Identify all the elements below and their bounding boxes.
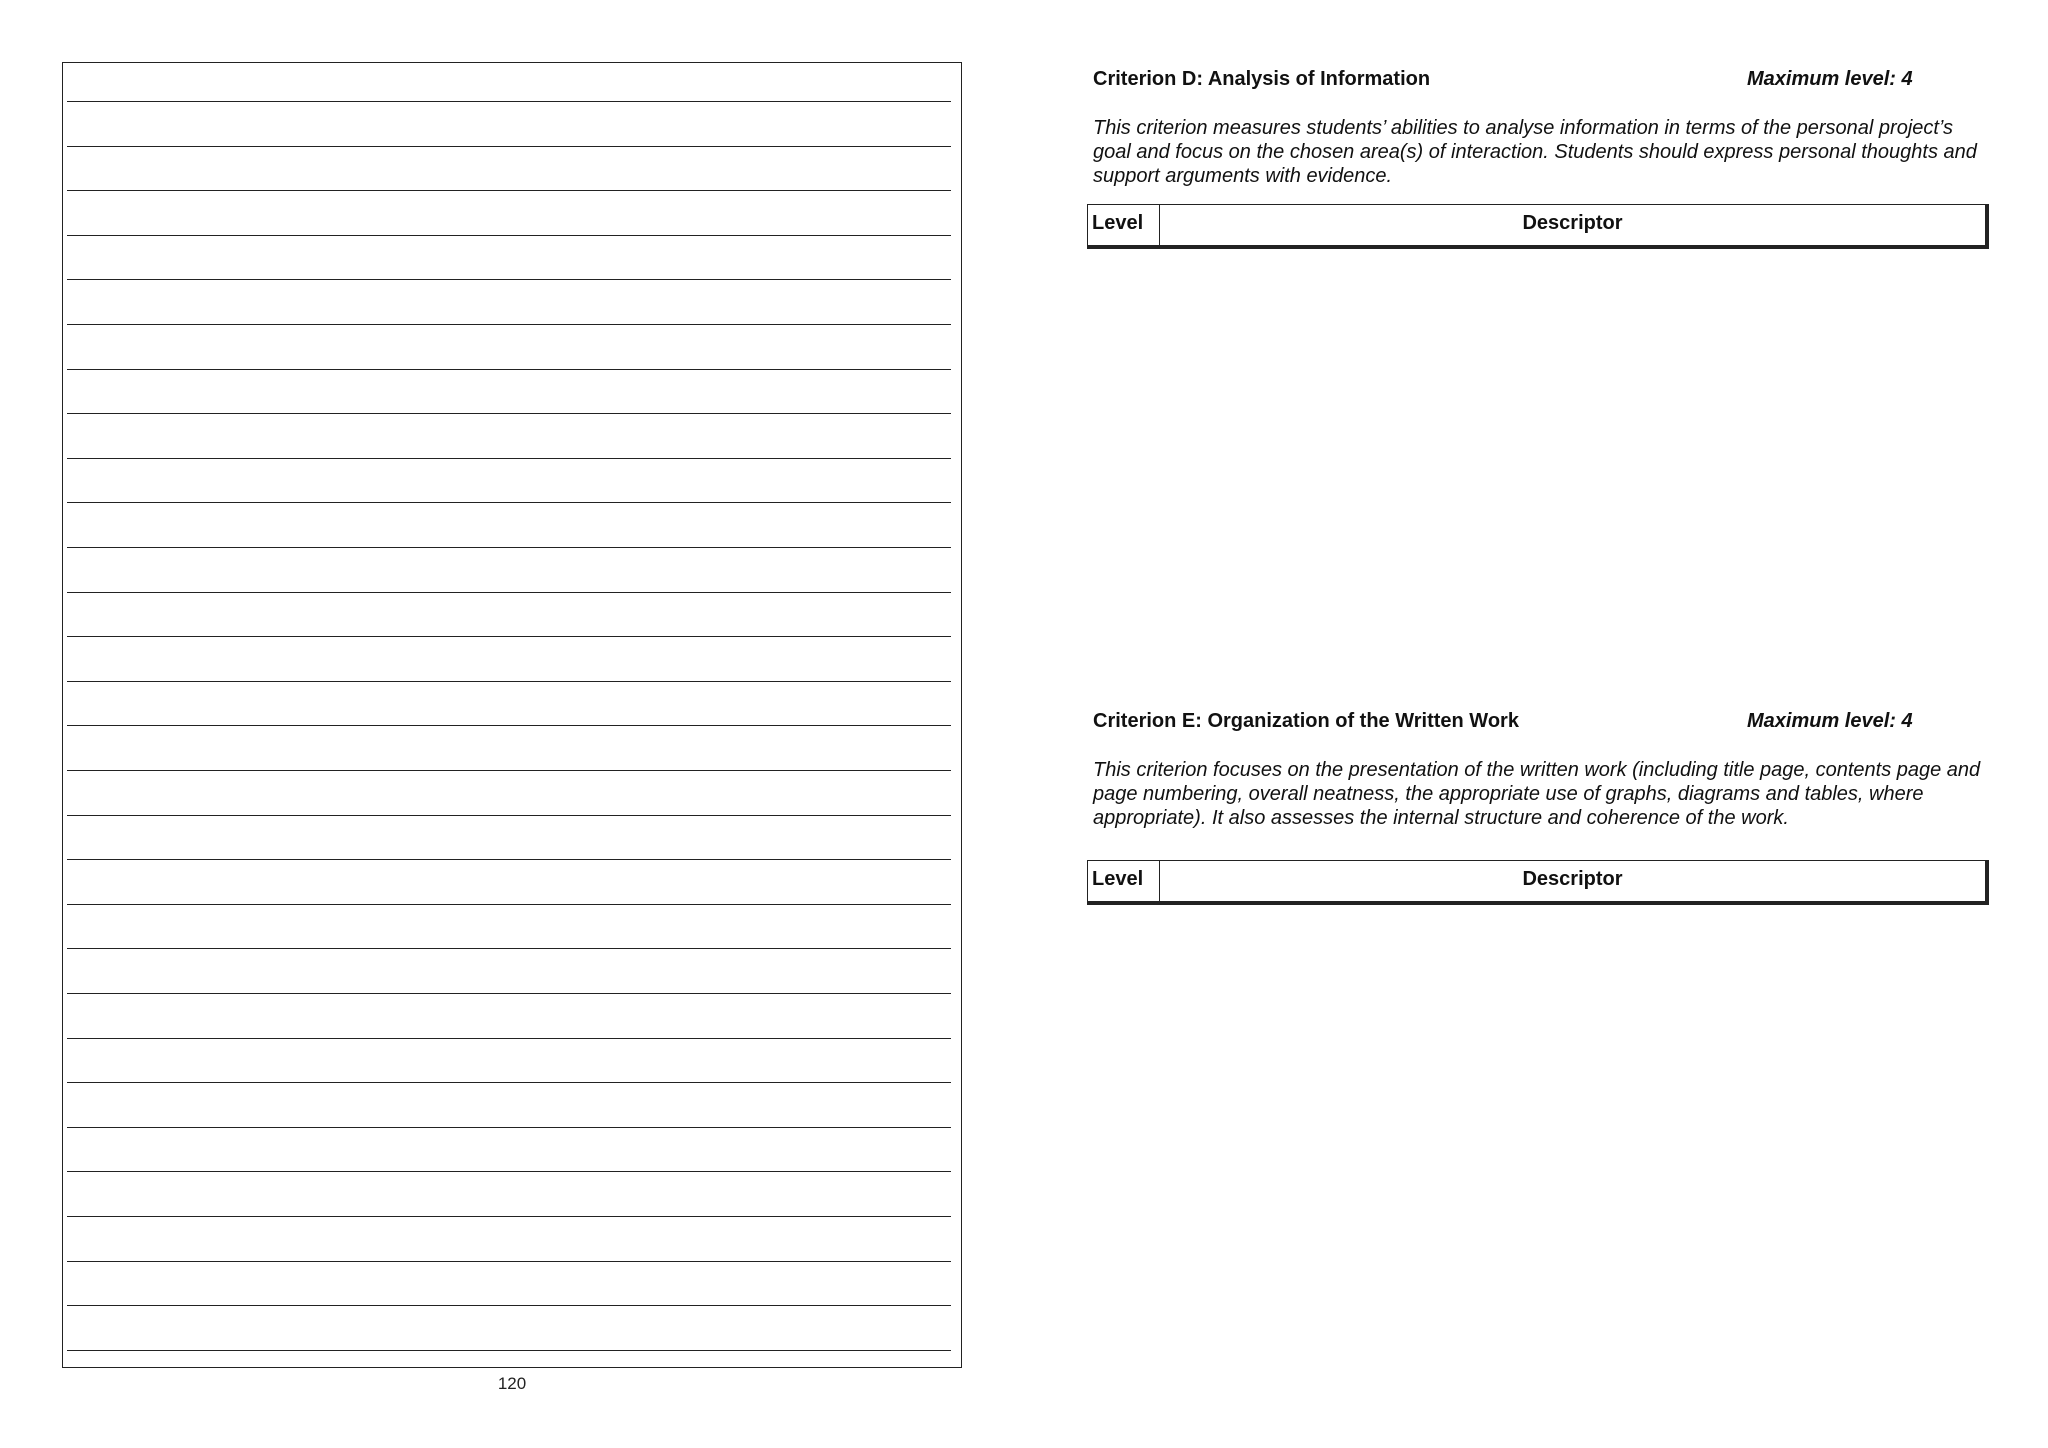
criterion-d-table [1087,204,1989,249]
criterion-d-description: This criterion measures students’ abilities to analyse information in terms of the personal project’s goal and focus on the chosen area(s) of interaction. Students should express personal thoughts and support arguments with evidence. [1093,117,1977,187]
criterion-e-max-level: Maximum level: 4 [1747,710,1913,732]
table-header-row [1088,861,1988,904]
level-column-header: Level [1088,861,1160,904]
criterion-d-title: Criterion D: Analysis of Information [1093,68,1431,90]
ruled-line [67,547,951,548]
criterion-d-section [1093,68,1993,188]
criterion-e-table [1087,860,1989,905]
criterion-e-section [1093,710,1993,830]
ruled-line [67,904,951,905]
ruled-line [67,324,951,325]
lined-writing-box [62,62,962,1368]
ruled-line [67,592,951,593]
ruled-line [67,1082,951,1083]
ruled-line [67,235,951,236]
ruled-line [67,502,951,503]
ruled-line [67,636,951,637]
criterion-e-title: Criterion E: Organization of the Written Work [1093,710,1519,732]
descriptor-column-header: Descriptor [1160,205,1988,248]
ruled-line [67,1038,951,1039]
ruled-line [67,681,951,682]
ruled-line [67,1350,951,1351]
ruled-line [67,1127,951,1128]
ruled-line [67,101,951,102]
ruled-line [67,1261,951,1262]
ruled-line [67,279,951,280]
ruled-line [67,1305,951,1306]
criterion-d-max-level: Maximum level: 4 [1747,68,1913,90]
ruled-line [67,190,951,191]
ruled-line [67,859,951,860]
descriptor-column-header: Descriptor [1160,861,1988,904]
ruled-line [67,993,951,994]
ruled-line [67,1216,951,1217]
ruled-line [67,725,951,726]
ruled-line [67,146,951,147]
ruled-line [67,815,951,816]
ruled-line [67,1171,951,1172]
page-number: 120 [497,1374,527,1393]
ruled-line [67,770,951,771]
criterion-e-description: This criterion focuses on the presentation of the written work (including title page, contents page and page numbering, overall neatness, the appropriate use of graphs, diagrams and tables, where appropriate). It also assesses the internal structure and coherence of the work. [1093,759,1981,829]
ruled-line [67,369,951,370]
ruled-line [67,458,951,459]
ruled-line [67,413,951,414]
level-column-header: Level [1088,205,1160,248]
table-header-row [1088,205,1988,248]
ruled-line [67,948,951,949]
